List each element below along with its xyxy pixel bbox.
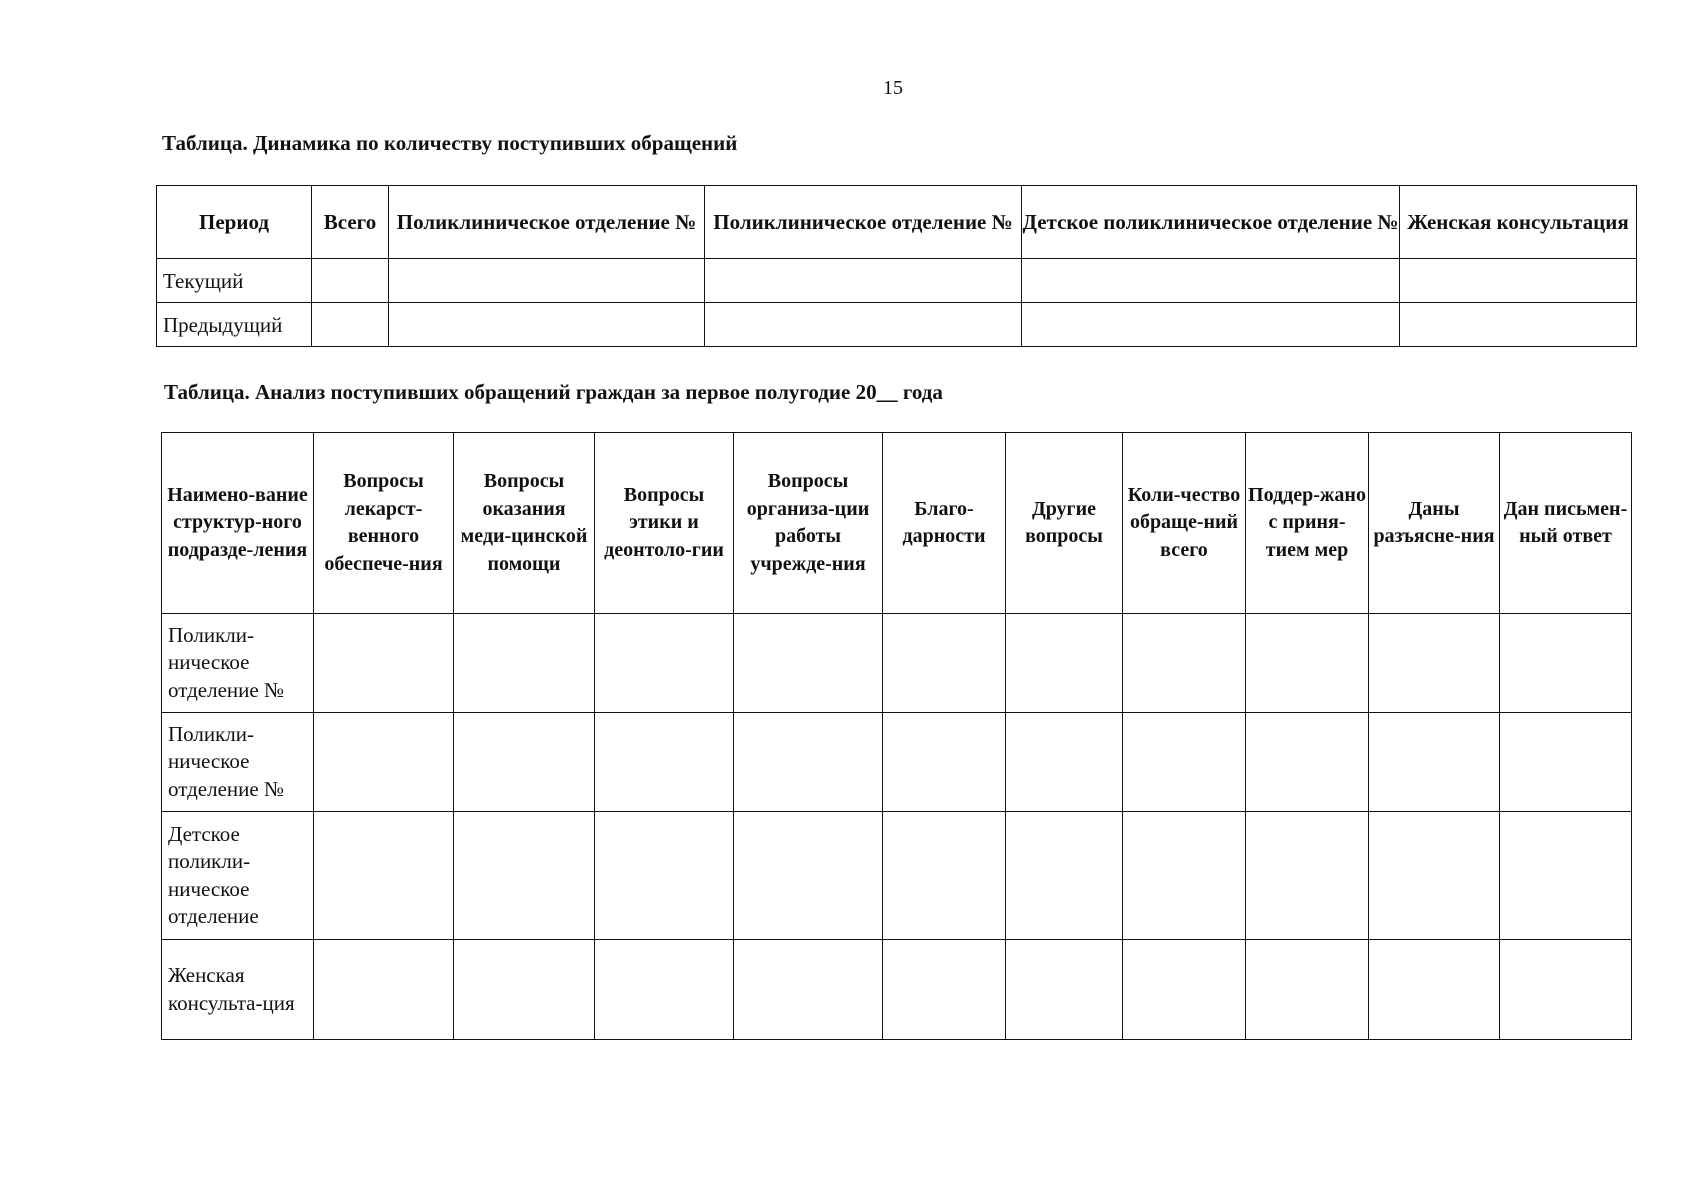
header-period: Период [157,186,312,259]
header-polyclinic-1: Поликлиническое отделение № [389,186,705,259]
header-written-answer: Дан письмен-ный ответ [1500,433,1632,614]
table-cell [454,812,595,940]
table-cell [1022,259,1400,303]
table-2-title: Таблица. Анализ поступивших обращений граждан за первое полугодие 20__ года [164,380,943,404]
table-cell [314,713,454,812]
table-cell [734,713,883,812]
header-organization: Вопросы организа-ции работы учрежде-ния [734,433,883,614]
header-explanations: Даны разъясне-ния [1369,433,1500,614]
table-cell [314,614,454,713]
table-cell [1006,614,1123,713]
table-1-header-row [157,186,1637,259]
table-cell [595,614,734,713]
row-label: Поликли-ническое отделение № [162,713,314,812]
header-supported: Поддер-жано с приня-тием мер [1246,433,1369,614]
table-cell [1400,303,1637,347]
table-cell [1246,940,1369,1040]
table-cell [1123,614,1246,713]
header-other: Другие вопросы [1006,433,1123,614]
table-cell [1400,259,1637,303]
page-number: 15 [883,77,903,99]
table-cell [595,940,734,1040]
row-label: Поликли-ническое отделение № [162,614,314,713]
table-cell [389,303,705,347]
table-cell [1006,713,1123,812]
table-cell [1500,713,1632,812]
row-label: Женская консульта-ция [162,940,314,1040]
row-label-current: Текущий [157,259,312,303]
table-cell [1369,940,1500,1040]
table-row [162,713,1632,812]
table-cell [454,614,595,713]
header-gratitude: Благо-дарности [883,433,1006,614]
table-cell [883,812,1006,940]
table-cell [734,812,883,940]
table-cell [312,259,389,303]
table-cell [1246,614,1369,713]
table-cell [1123,940,1246,1040]
table-cell [1369,812,1500,940]
dynamics-table [156,185,1637,347]
header-total: Всего [312,186,389,259]
table-cell [1123,812,1246,940]
table-cell [1500,812,1632,940]
table-cell [314,812,454,940]
table-row [162,614,1632,713]
table-cell [883,713,1006,812]
header-medical-care: Вопросы оказания меди-цинской помощи [454,433,595,614]
header-children-polyclinic: Детское поликлиническое отделение № [1022,186,1400,259]
table-cell [883,940,1006,1040]
header-unit-name: Наимено-вание структур-ного подразде-ления [162,433,314,614]
row-label-previous: Предыдущий [157,303,312,347]
table-cell [705,303,1022,347]
table-1-title: Таблица. Динамика по количеству поступивших обращений [162,131,738,155]
table-cell [1246,812,1369,940]
table-cell [1369,713,1500,812]
table-cell [595,812,734,940]
table-row [157,259,1637,303]
table-cell [1500,614,1632,713]
table-cell [389,259,705,303]
table-cell [1006,940,1123,1040]
table-cell [1500,940,1632,1040]
table-cell [312,303,389,347]
table-cell [734,940,883,1040]
header-ethics: Вопросы этики и деонтоло-гии [595,433,734,614]
table-cell [314,940,454,1040]
table-row [157,303,1637,347]
table-cell [1246,713,1369,812]
table-2-header-row [162,433,1632,614]
header-polyclinic-2: Поликлиническое отделение № [705,186,1022,259]
row-label: Детское поликли-ническое отделение [162,812,314,940]
table-cell [705,259,1022,303]
table-cell [1006,812,1123,940]
table-row [162,812,1632,940]
table-cell [454,713,595,812]
table-cell [1123,713,1246,812]
header-drug-supply: Вопросы лекарст-венного обеспече-ния [314,433,454,614]
table-cell [734,614,883,713]
table-cell [883,614,1006,713]
header-womens-consultation: Женская консультация [1400,186,1637,259]
table-row [162,940,1632,1040]
table-cell [1022,303,1400,347]
header-total-count: Коли-чество обраще-ний всего [1123,433,1246,614]
table-cell [454,940,595,1040]
table-cell [595,713,734,812]
table-cell [1369,614,1500,713]
appeals-analysis-table [161,432,1632,1040]
